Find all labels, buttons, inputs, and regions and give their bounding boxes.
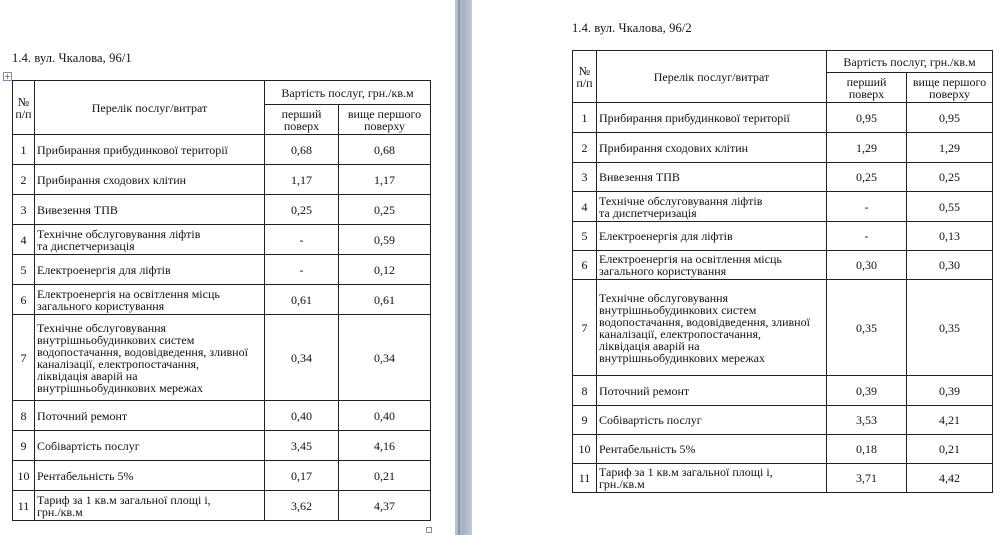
service-name: Електроенергія на освітлення місць загального користування bbox=[597, 251, 827, 280]
row-number: 4 bbox=[13, 225, 35, 255]
right-tariff-table bbox=[572, 50, 993, 493]
service-name: Собівартість послуг bbox=[35, 431, 265, 461]
header-above-first-floor: вище першого поверху bbox=[339, 105, 431, 135]
first-floor-value: 0,68 bbox=[265, 135, 339, 165]
header-cost: Вартість послуг, грн./кв.м bbox=[827, 51, 993, 73]
above-first-floor-value: 4,16 bbox=[339, 431, 431, 461]
above-first-floor-value: 1,29 bbox=[907, 133, 993, 163]
service-name: Технічне обслуговування ліфтів та диспетчеризація bbox=[35, 225, 265, 255]
table-move-handle-icon[interactable]: + bbox=[4, 72, 11, 81]
header-name: Перелік послуг/витрат bbox=[35, 81, 265, 135]
row-number: 7 bbox=[573, 280, 597, 376]
row-number: 6 bbox=[573, 251, 597, 280]
service-name: Електроенергія для ліфтів bbox=[35, 255, 265, 285]
service-name: Тариф за 1 кв.м загальної площі і, грн./кв.м bbox=[597, 464, 827, 493]
row-number: 8 bbox=[573, 376, 597, 406]
service-name: Технічне обслуговування внутрішньобудинкових систем водопостачання, водовідведення, зливної каналізації, електропостачання, ліквідація аварій на внутрішньобудинкових мережах bbox=[35, 315, 265, 401]
header-num: № п/п bbox=[573, 51, 597, 103]
first-floor-value: 0,25 bbox=[827, 163, 907, 192]
above-first-floor-value: 0,68 bbox=[339, 135, 431, 165]
above-first-floor-value: 4,21 bbox=[907, 406, 993, 435]
first-floor-value: - bbox=[827, 222, 907, 251]
first-floor-value: 0,35 bbox=[827, 280, 907, 376]
left-heading: 1.4. вул. Чкалова, 96/1 bbox=[12, 51, 132, 65]
header-cost: Вартість послуг, грн./кв.м bbox=[265, 81, 431, 105]
row-number: 2 bbox=[573, 133, 597, 163]
first-floor-value: - bbox=[265, 225, 339, 255]
table-row bbox=[13, 491, 431, 521]
row-number: 11 bbox=[13, 491, 35, 521]
service-name: Вивезення ТПВ bbox=[35, 195, 265, 225]
right-heading: 1.4. вул. Чкалова, 96/2 bbox=[572, 21, 692, 35]
service-name: Собівартість послуг bbox=[597, 406, 827, 435]
above-first-floor-value: 0,95 bbox=[907, 103, 993, 133]
first-floor-value: 0,39 bbox=[827, 376, 907, 406]
table-row bbox=[13, 401, 431, 431]
first-floor-value: 0,25 bbox=[265, 195, 339, 225]
above-first-floor-value: 4,42 bbox=[907, 464, 993, 493]
above-first-floor-value: 0,40 bbox=[339, 401, 431, 431]
header-first-floor: перший поверх bbox=[827, 73, 907, 103]
table-row bbox=[13, 461, 431, 491]
table-row bbox=[13, 255, 431, 285]
service-name: Технічне обслуговування ліфтів та диспетчеризація bbox=[597, 192, 827, 222]
table-row bbox=[13, 195, 431, 225]
first-floor-value: 3,45 bbox=[265, 431, 339, 461]
row-number: 10 bbox=[573, 435, 597, 464]
table-row bbox=[573, 222, 993, 251]
service-name: Тариф за 1 кв.м загальної площі і, грн./кв.м bbox=[35, 491, 265, 521]
right-page bbox=[472, 0, 1000, 535]
left-page bbox=[0, 0, 455, 535]
page-edge bbox=[458, 0, 460, 535]
table-row bbox=[573, 435, 993, 464]
table-row bbox=[13, 285, 431, 315]
header-num: № п/п bbox=[13, 81, 35, 135]
first-floor-value: 3,62 bbox=[265, 491, 339, 521]
first-floor-value: 3,71 bbox=[827, 464, 907, 493]
above-first-floor-value: 0,55 bbox=[907, 192, 993, 222]
first-floor-value: 0,61 bbox=[265, 285, 339, 315]
table-row bbox=[573, 406, 993, 435]
row-number: 4 bbox=[573, 192, 597, 222]
above-first-floor-value: 0,12 bbox=[339, 255, 431, 285]
left-tariff-table bbox=[12, 80, 431, 521]
table-row bbox=[573, 103, 993, 133]
first-floor-value: - bbox=[827, 192, 907, 222]
header-first-floor: перший поверх bbox=[265, 105, 339, 135]
service-name: Рентабельність 5% bbox=[597, 435, 827, 464]
row-number: 7 bbox=[13, 315, 35, 401]
service-name: Електроенергія для ліфтів bbox=[597, 222, 827, 251]
table-row bbox=[13, 135, 431, 165]
service-name: Прибирання сходових клітин bbox=[35, 165, 265, 195]
row-number: 9 bbox=[573, 406, 597, 435]
table-row bbox=[573, 251, 993, 280]
table-row bbox=[573, 133, 993, 163]
service-name: Прибирання сходових клітин bbox=[597, 133, 827, 163]
table-row bbox=[573, 280, 993, 376]
header-above-first-floor: вище першого поверху bbox=[907, 73, 993, 103]
row-number: 2 bbox=[13, 165, 35, 195]
row-number: 1 bbox=[13, 135, 35, 165]
table-row bbox=[573, 376, 993, 406]
above-first-floor-value: 0,21 bbox=[339, 461, 431, 491]
first-floor-value: 1,29 bbox=[827, 133, 907, 163]
above-first-floor-value: 0,59 bbox=[339, 225, 431, 255]
above-first-floor-value: 0,30 bbox=[907, 251, 993, 280]
table-row bbox=[573, 464, 993, 493]
table-row bbox=[13, 315, 431, 401]
above-first-floor-value: 4,37 bbox=[339, 491, 431, 521]
above-first-floor-value: 0,13 bbox=[907, 222, 993, 251]
above-first-floor-value: 1,17 bbox=[339, 165, 431, 195]
first-floor-value: - bbox=[265, 255, 339, 285]
above-first-floor-value: 0,25 bbox=[339, 195, 431, 225]
table-row bbox=[13, 431, 431, 461]
row-number: 6 bbox=[13, 285, 35, 315]
table-resize-handle-icon[interactable] bbox=[426, 527, 432, 533]
above-first-floor-value: 0,21 bbox=[907, 435, 993, 464]
service-name: Прибирання прибудинкової території bbox=[597, 103, 827, 133]
table-row bbox=[573, 163, 993, 192]
row-number: 10 bbox=[13, 461, 35, 491]
above-first-floor-value: 0,34 bbox=[339, 315, 431, 401]
header-name: Перелік послуг/витрат bbox=[597, 51, 827, 103]
table-row bbox=[573, 192, 993, 222]
table-row bbox=[13, 165, 431, 195]
service-name: Технічне обслуговування внутрішньобудинкових систем водопостачання, водовідведення, зливної каналізації, електропостачання, ліквідація аварій на внутрішньобудинкових мережах bbox=[597, 280, 827, 376]
row-number: 3 bbox=[573, 163, 597, 192]
table-row bbox=[13, 225, 431, 255]
row-number: 5 bbox=[573, 222, 597, 251]
first-floor-value: 0,95 bbox=[827, 103, 907, 133]
row-number: 3 bbox=[13, 195, 35, 225]
service-name: Прибирання прибудинкової території bbox=[35, 135, 265, 165]
service-name: Поточний ремонт bbox=[597, 376, 827, 406]
first-floor-value: 0,17 bbox=[265, 461, 339, 491]
service-name: Поточний ремонт bbox=[35, 401, 265, 431]
row-number: 8 bbox=[13, 401, 35, 431]
row-number: 11 bbox=[573, 464, 597, 493]
first-floor-value: 3,53 bbox=[827, 406, 907, 435]
first-floor-value: 0,34 bbox=[265, 315, 339, 401]
first-floor-value: 0,30 bbox=[827, 251, 907, 280]
first-floor-value: 1,17 bbox=[265, 165, 339, 195]
above-first-floor-value: 0,25 bbox=[907, 163, 993, 192]
service-name: Електроенергія на освітлення місць загального користування bbox=[35, 285, 265, 315]
row-number: 5 bbox=[13, 255, 35, 285]
row-number: 9 bbox=[13, 431, 35, 461]
above-first-floor-value: 0,61 bbox=[339, 285, 431, 315]
first-floor-value: 0,18 bbox=[827, 435, 907, 464]
above-first-floor-value: 0,35 bbox=[907, 280, 993, 376]
above-first-floor-value: 0,39 bbox=[907, 376, 993, 406]
service-name: Рентабельність 5% bbox=[35, 461, 265, 491]
service-name: Вивезення ТПВ bbox=[597, 163, 827, 192]
first-floor-value: 0,40 bbox=[265, 401, 339, 431]
row-number: 1 bbox=[573, 103, 597, 133]
